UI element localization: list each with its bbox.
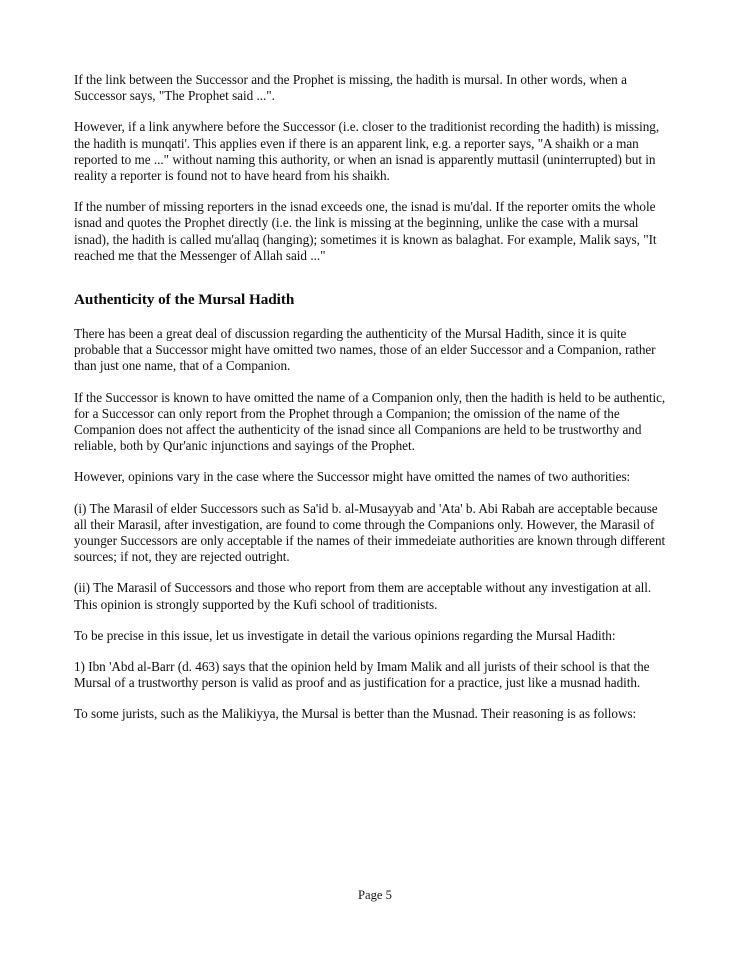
paragraph: To some jurists, such as the Malikiyya, the Mursal is better than the Musnad. Their reasoning is as follows:: [74, 706, 637, 722]
paragraph: If the number of missing reporters in the isnad exceeds one, the isnad is mu'dal. If the reporter omits the whole isnad and quotes the Prophet directly (i.e. the link is missing at the beginning, unlike the case with a mursal isnad), the hadith is called mu'allaq (hanging); sometimes it is known as balaghat. For example, Malik says, "It reached me that the Messenger of Allah said ...": [74, 199, 657, 263]
paragraph: If the link between the Successor and the Prophet is missing, the hadith is mursal. In other words, when a Successor says, "The Prophet said ...".: [74, 72, 627, 104]
paragraph: To be precise in this issue, let us investigate in detail the various opinions regarding the Mursal Hadith:: [74, 627, 616, 643]
paragraph: However, opinions vary in the case where the Successor might have omitted the names of two authorities:: [74, 469, 631, 485]
page-footer: Page 5: [358, 888, 392, 902]
page-text-body: [74, 72, 666, 738]
paragraph: There has been a great deal of discussion regarding the authenticity of the Mursal Hadith, since it is quite probable that a Successor might have omitted two names, those of an elder Successor and a Companion, rather than just one name, that of a Companion.: [74, 326, 656, 374]
paragraph: (i) The Marasil of elder Successors such as Sa'id b. al-Musayyab and 'Ata' b. Abi Rabah are acceptable because all their Marasil, after investigation, are found to come through the Companions only. However, the Marasil of younger Successors are only acceptable if the names of their immedeiate authorities are known through different sources; if not, they are rejected outright.: [74, 500, 666, 565]
paragraph: If the Successor is known to have omitted the name of a Companion only, then the hadith is held to be authentic, for a Successor can only report from the Prophet through a Companion; the omission of the name of the Companion does not affect the authenticity of the isnad since all Companions are held to be trustworthy and reliable, both by Qur'anic injunctions and sayings of the Prophet.: [74, 389, 666, 454]
paragraph: (ii) The Marasil of Successors and those who report from them are acceptable without any investigation at all. This opinion is strongly supported by the Kufi school of traditionists.: [74, 580, 652, 612]
paragraph: However, if a link anywhere before the Successor (i.e. closer to the traditionist recording the hadith) is missing, the hadith is munqati'. This applies even if there is an apparent link, e.g. a reporter says, "A shaikh or a man reported to me ..." without naming this authority, or when an isnad is apparently muttasil (uninterrupted) but in reality a reporter is found not to have heard from his shaikh.: [74, 119, 660, 184]
section-heading: Authenticity of the Mursal Hadith: [74, 291, 295, 309]
paragraph: 1) Ibn 'Abd al-Barr (d. 463) says that the opinion held by Imam Malik and all jurists of their school is that the Mursal of a trustworthy person is valid as proof and as justification for a practice, just like a musnad hadith.: [74, 659, 650, 691]
